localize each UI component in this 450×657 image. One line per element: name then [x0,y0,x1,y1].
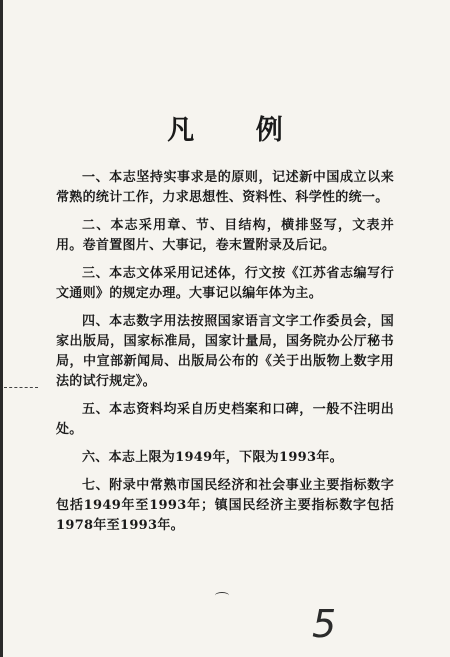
paragraph-3: 三、本志文体采用记述体，行文按《江苏省志编写行文通则》的规定办理。大事记以编年体为主。 [56,266,394,301]
paragraph-4: 四、本志数字用法按照国家语言文字工作委员会，国家出版局，国家标准局，国家计量局，国务院办公厅秘书局，中宣部新闻局、出版局公布的《关于出版物上数字用法的试行规定》。 [56,314,394,389]
scan-artifact-mark [215,592,229,599]
paragraph-7: 七、附录中常熟市国民经济和社会事业主要指标数字包括1949年至1993年；镇国民经济主要指标数字包括1978年至1993年。 [56,478,394,533]
paragraph-5: 五、本志资料均采自历史档案和口碑，一般不注明出处。 [56,402,394,437]
paragraph-1: 一、本志坚持实事求是的原则，记述新中国成立以来常熟的统计工作，力求思想性、资料性、科学性的统一。 [56,170,394,205]
handwritten-page-number: 5 [312,602,337,646]
paragraph-2: 二、本志采用章、节、目结构，横排竖写，文表并用。卷首置图片、大事记，卷末置附录及后记。 [56,218,394,253]
scan-edge [0,0,3,657]
paragraph-6: 六、本志上限为1949年，下限为1993年。 [82,450,343,465]
scan-artifact-line [4,387,38,388]
page-title: 凡 例 [167,115,309,146]
body-text [56,168,394,544]
